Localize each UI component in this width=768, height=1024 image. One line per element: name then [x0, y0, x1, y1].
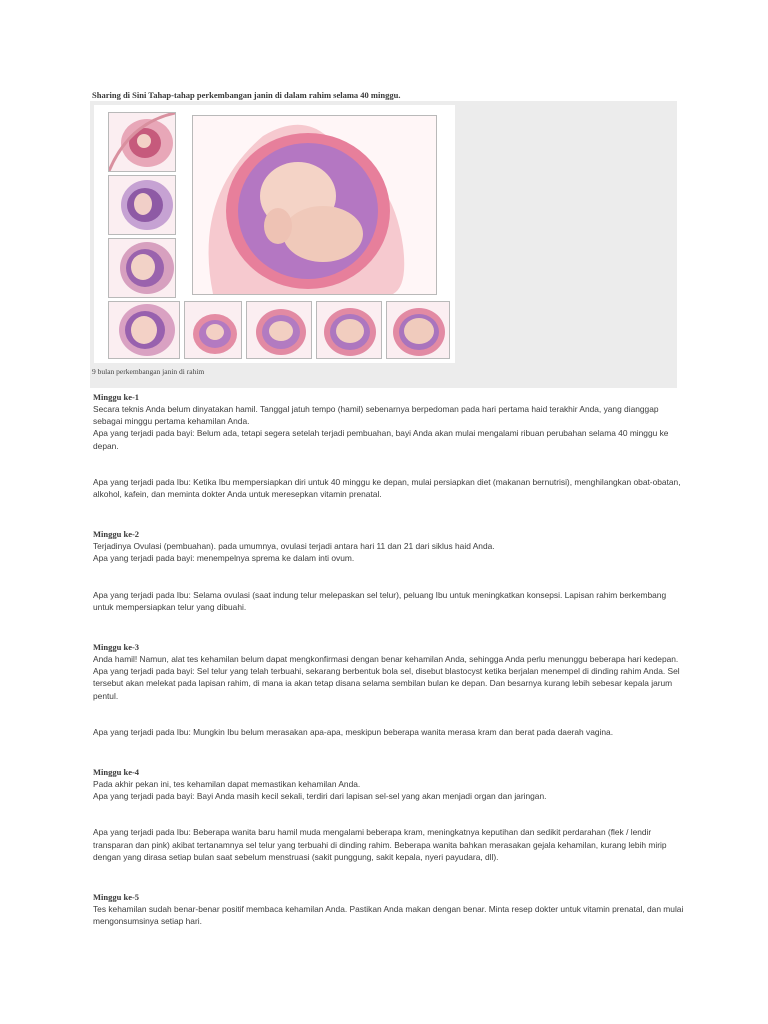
- paragraph: Apa yang terjadi pada bayi: Bayi Anda masih kecil sekali, terdiri dari lapisan sel-sel yang akan menjadi organ dan jaringan.: [93, 791, 547, 802]
- section-heading: Minggu ke-3: [93, 642, 140, 653]
- fetal-development-illustration: [94, 105, 455, 363]
- section-week-4: [93, 766, 685, 863]
- main-pregnancy-image: [192, 115, 437, 295]
- section-week-5: [93, 891, 685, 927]
- stage-thumb-6: [246, 301, 312, 359]
- stage-thumb-2: [108, 175, 176, 235]
- paragraph: Pada akhir pekan ini, tes kehamilan dapat memastikan kehamilan Anda.: [93, 779, 361, 790]
- paragraph: Anda hamil! Namun, alat tes kehamilan belum dapat mengkonfirmasi dengan benar kehamilan Anda, sehingga Anda perlu menunggu beberapa hari kedepan.: [93, 654, 679, 665]
- section-week-2: [93, 528, 685, 613]
- paragraph: Secara teknis Anda belum dinyatakan hamil. Tanggal jatuh tempo (hamil) sebenarnya berpedoman pada hari pertama haid terakhir Anda, yang dianggap sebagai minggu pertama kehamilan Anda.: [93, 404, 659, 427]
- paragraph: Tes kehamilan sudah benar-benar positif membaca kehamilan Anda. Pastikan Anda makan dengan benar. Minta resep dokter untuk vitamin prenatal, dan mulai mengonsumsinya setiap hari.: [93, 904, 684, 927]
- section-heading: Minggu ke-1: [93, 392, 140, 402]
- article-content: [93, 391, 685, 927]
- mother-paragraph: Apa yang terjadi pada Ibu: Selama ovulasi (saat indung telur melepaskan sel telur), peluang Ibu untuk meningkatkan konsepsi. Lapisan rahim berkembang untuk mempersiapkan telur yang dibuahi.: [93, 589, 667, 612]
- mother-paragraph: Apa yang terjadi pada Ibu: Beberapa wanita baru hamil muda mengalami beberapa kram, meningkatnya keputihan dan sedikit perdarahan (flek / lendir transparan dan pink) akibat tertanamnya sel telur yang terbuahi di dinding rahim. Beberapa wanita bahkan merasakan gejala kehamilan, kurang lebih mirip dengan yang dirasa setiap bulan saat sebelum menstruasi (sakit punggung, sakit kepala, nyeri payudara, dll).: [93, 827, 667, 862]
- figure-caption: 9 bulan perkembangan janin di rahim: [92, 367, 205, 376]
- section-week-1: [93, 391, 685, 500]
- section-heading: Minggu ke-2: [93, 529, 140, 540]
- paragraph: Apa yang terjadi pada bayi: Sel telur yang telah terbuahi, sekarang berbentuk bola sel, disebut blastocyst ketika berjalan menempel di dinding rahim Anda. Sel tersebut akan melekat pada lapisan rahim, di mana ia akan tetap disana selama sembilan bulan ke depan. Dan besarnya kurang lebih sebesar kepala jarum pentul.: [93, 666, 680, 701]
- stage-thumb-3: [108, 238, 176, 298]
- section-heading: Minggu ke-5: [93, 892, 140, 903]
- stage-thumb-1: [108, 112, 176, 172]
- stage-thumb-5: [184, 301, 242, 359]
- intro-text: Sharing di Sini Tahap-tahap perkembangan janin di dalam rahim selama 40 minggu.: [92, 90, 401, 100]
- stage-thumb-4: [108, 301, 180, 359]
- mother-paragraph: Apa yang terjadi pada Ibu: Ketika Ibu mempersiapkan diri untuk 40 minggu ke depan, mulai persiapkan diet (makanan bernutrisi), menghilangkan obat-obatan, alkohol, kafein, dan meminta dokter Anda untuk meresepkan vitamin prenatal.: [93, 476, 681, 500]
- section-week-3: [93, 641, 685, 738]
- paragraph: Terjadinya Ovulasi (pembuahan). pada umumnya, ovulasi terjadi antara hari 11 dan 21 dari siklus haid Anda.: [93, 541, 495, 552]
- stage-thumb-7: [316, 301, 382, 359]
- paragraph: Apa yang terjadi pada bayi: menempelnya sprema ke dalam inti ovum.: [93, 553, 355, 564]
- mother-paragraph: Apa yang terjadi pada Ibu: Mungkin Ibu belum merasakan apa-apa, meskipun beberapa wanita merasa kram dan berat pada daerah vagina.: [93, 726, 614, 737]
- figure-panel: [90, 101, 677, 388]
- stage-thumb-8: [386, 301, 450, 359]
- paragraph: Apa yang terjadi pada bayi: Belum ada, tetapi segera setelah terjadi pembuahan, bayi Anda akan mulai mengalami ribuan perubahan selama 40 minggu ke depan.: [93, 428, 669, 451]
- section-heading: Minggu ke-4: [93, 767, 140, 778]
